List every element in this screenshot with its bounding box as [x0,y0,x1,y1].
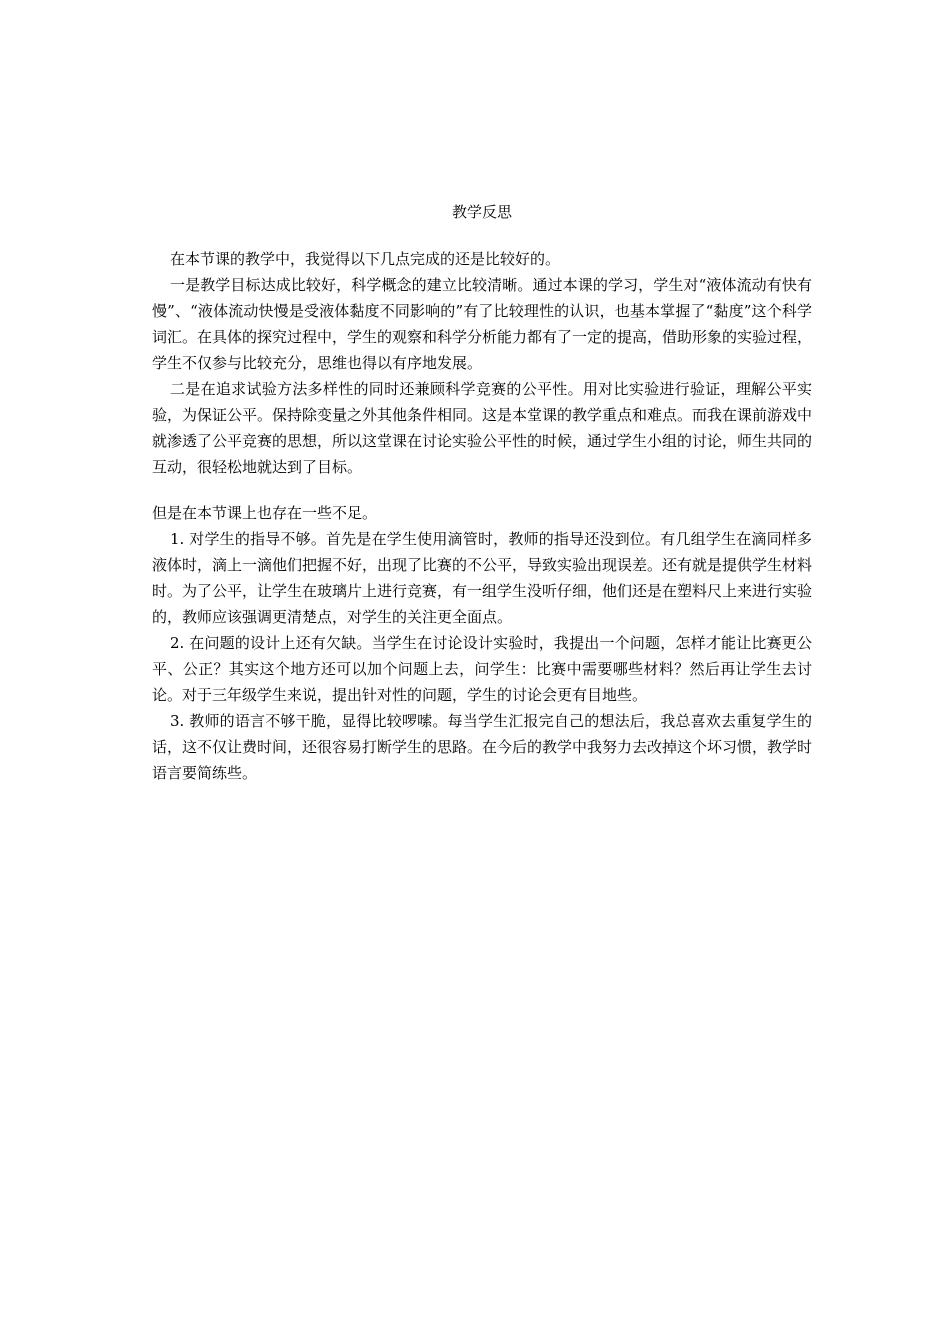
document-page [152,200,812,786]
good-point-2: 二是在追求试验方法多样性的同时还兼顾科学竞赛的公平性。用对比实验进行验证，理解公平实验，为保证公平。保持除变量之外其他条件相同。这是本堂课的教学重点和难点。而我在课前游戏中就渗透了公平竞赛的思想，所以这堂课在讨论实验公平性的时候，通过学生小组的讨论，师生共同的互动，很轻松地就达到了目标。 [152,380,813,476]
paragraph-gap [152,480,812,500]
intro-paragraph: 在本节课的教学中，我觉得以下几点完成的还是比较好的。 [170,250,561,268]
shortcoming-2: 2. 在问题的设计上还有欠缺。当学生在讨论设计实验时，我提出一个问题，怎样才能让比赛更公平、公正？其实这个地方还可以加个问题上去，问学生：比赛中需要哪些材料？然后再让学生去讨论。对于三年级学生来说，提出针对性的问题，学生的讨论会更有目地些。 [152,634,812,704]
shortcoming-1: 1. 对学生的指导不够。首先是在学生使用滴管时，教师的指导还没到位。有几组学生在滴同样多液体时，滴上一滴他们把握不好，出现了比赛的不公平，导致实验出现误差。还有就是提供学生材料时。为了公平，让学生在玻璃片上进行竞赛，有一组学生没听仔细，他们还是在塑料尺上来进行实验的，教师应该强调更清楚点，对学生的关注更全面点。 [152,530,813,626]
shortcoming-3: 3. 教师的语言不够干脆，显得比较啰嗦。每当学生汇报完自己的想法后，我总喜欢去重复学生的话，这不仅让费时间，还很容易打断学生的思路。在今后的教学中我努力去改掉这个坏习惯，教学时语言要简练些。 [152,712,813,782]
document-title: 教学反思 [451,203,512,221]
good-point-1: 一是教学目标达成比较好，科学概念的建立比较清晰。通过本课的学习，学生对“液体流动有快有慢”、“液体流动快慢是受液体黏度不同影响的”有了比较理性的认识，也基本掌握了“黏度”这个科学词汇。在具体的探究过程中，学生的观察和科学分析能力都有了一定的提高，借助形象的实验过程，学生不仅参与比较充分，思维也得以有序地发展。 [152,276,813,372]
shortcomings-heading: 但是在本节课上也存在一些不足。 [152,504,378,522]
